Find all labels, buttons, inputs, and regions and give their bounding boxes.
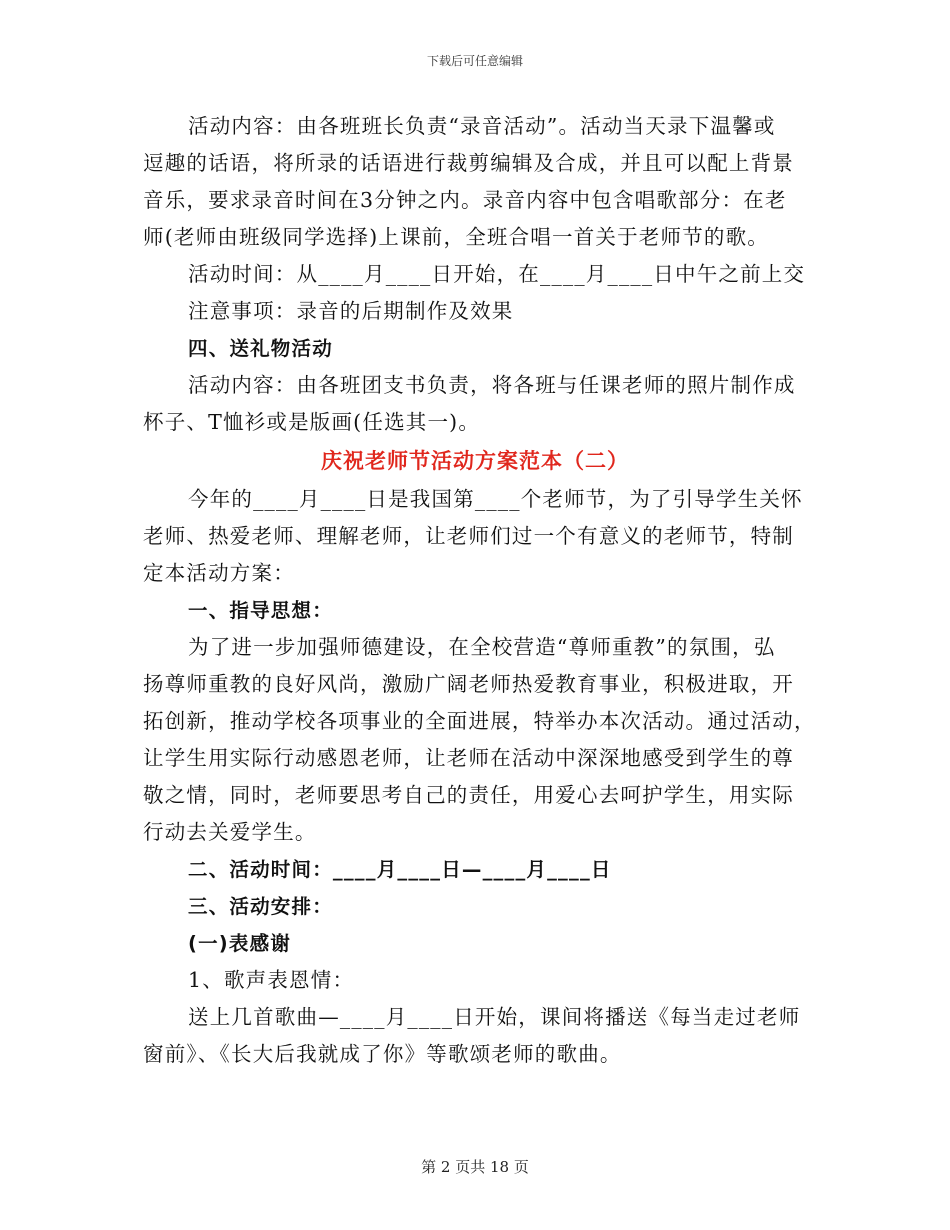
text-line: 1、歌声表恩情：: [188, 968, 355, 992]
text-line: 注意事项：录音的后期制作及效果: [188, 299, 514, 323]
text-line: 行动去关爱学生。: [143, 820, 317, 844]
section-heading: 二、活动时间：____月____日—____月____日: [188, 858, 612, 881]
text-line: 敬之情，同时，老师要思考自己的责任，用爱心去呵护学生，用实际: [143, 783, 794, 807]
text-line: 活动内容：由各班班长负责“录音活动”。活动当天录下温馨或: [188, 114, 776, 138]
page-footer: 第 2 页共 18 页: [421, 1158, 529, 1176]
text-line: 逗趣的话语，将所录的话语进行裁剪编辑及合成，并且可以配上背景: [143, 151, 794, 175]
document-body: [143, 108, 816, 1073]
section-heading: 四、送礼物活动: [188, 337, 333, 360]
text-line: 杯子、T恤衫或是版画(任选其一)。: [143, 410, 481, 434]
section-heading: (一)表感谢: [188, 932, 292, 955]
text-line: 今年的____月____日是我国第____个老师节，为了引导学生关怀: [188, 487, 803, 511]
text-line: 音乐，要求录音时间在3分钟之内。录音内容中包含唱歌部分：在老: [143, 188, 787, 212]
text-line: 活动时间：从____月____日开始，在____月____日中午之前上交: [188, 262, 806, 286]
page-header: 下载后可任意编辑: [426, 54, 523, 68]
text-line: 扬尊师重教的良好风尚，激励广阔老师热爱教育事业，积极进取，开: [143, 672, 794, 696]
text-line: 拓创新，推动学校各项事业的全面进展，特举办本次活动。通过活动，: [143, 709, 816, 733]
text-line: 送上几首歌曲—____月____日开始，课间将播送《每当走过老师: [188, 1005, 801, 1029]
text-line: 老师、热爱老师、理解老师，让老师们过一个有意义的老师节，特制: [143, 524, 794, 548]
section-heading: 一、指导思想：: [188, 599, 333, 622]
section-title: 庆祝老师节活动方案范本（二）: [321, 449, 629, 473]
section-heading: 三、活动安排：: [188, 895, 333, 918]
text-line: 为了进一步加强师德建设，在全校营造“尊师重教”的氛围，弘: [188, 635, 776, 659]
text-line: 让学生用实际行动感恩老师，让老师在活动中深深地感受到学生的尊: [143, 746, 794, 770]
text-line: 活动内容：由各班团支书负责，将各班与任课老师的照片制作成: [188, 373, 796, 397]
text-line: 定本活动方案：: [143, 561, 295, 585]
text-line: 师(老师由班级同学选择)上课前，全班合唱一首关于老师节的歌。: [143, 225, 769, 249]
text-line: 窗前》、《长大后我就成了你》等歌颂老师的歌曲。: [143, 1042, 622, 1066]
